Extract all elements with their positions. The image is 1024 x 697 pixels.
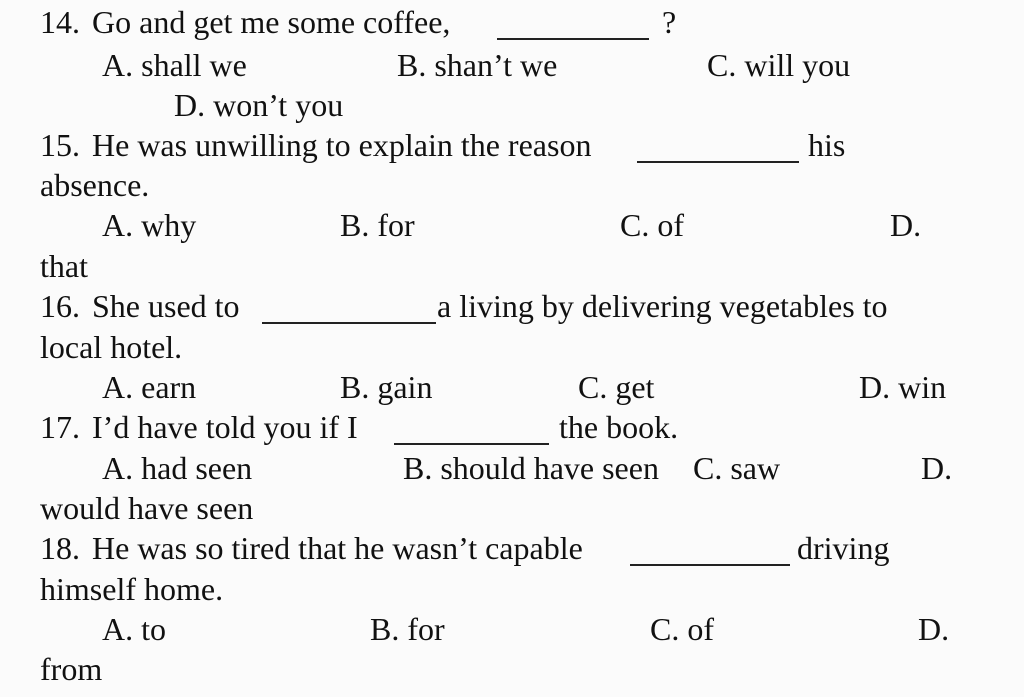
option-a: A. shall we [102,47,247,83]
question-stem-continued: local hotel. [40,329,183,365]
option-b: B. gain [340,369,433,405]
answer-blank [394,443,549,445]
answer-blank [497,38,649,40]
option-b: B. should have seen [403,450,659,486]
option-d-text: that [40,248,88,284]
option-a: A. to [102,611,166,647]
question-stem-end: a living by delivering vegetables to [437,288,888,324]
option-b: B. shan’t we [397,47,558,83]
question-stem: He was unwilling to explain the reason [92,127,592,163]
question-stem: I’d have told you if I [92,409,358,445]
question-stem-end: ? [662,4,677,40]
option-d-label: D. [890,207,922,243]
option-c: C. will you [707,47,851,83]
question-stem-end: the book. [559,409,679,445]
question-stem: He was so tired that he wasn’t capable [92,530,583,566]
option-a: A. why [102,207,197,243]
option-d-label: D. [918,611,950,647]
option-d: D. win [859,369,947,405]
answer-blank [637,161,799,163]
question-stem-continued: absence. [40,167,150,203]
question-stem: She used to [92,288,240,324]
option-d-text: from [40,651,103,687]
answer-blank [262,322,436,324]
option-c: C. saw [693,450,781,486]
question-stem-end: his [808,127,846,163]
question-stem-end: driving [797,530,890,566]
option-b: B. for [370,611,445,647]
question-stem: Go and get me some coffee, [92,4,451,40]
question-number: 16. [40,288,80,324]
option-d-text: would have seen [40,490,254,526]
option-b: B. for [340,207,415,243]
option-d-label: D. [921,450,953,486]
option-a: A. had seen [102,450,253,486]
question-stem-continued: himself home. [40,571,224,607]
option-d: D. won’t you [174,87,344,123]
question-number: 18. [40,530,80,566]
option-c: C. of [620,207,684,243]
question-number: 17. [40,409,80,445]
answer-blank [630,564,790,566]
question-number: 14. [40,4,80,40]
option-a: A. earn [102,369,197,405]
option-c: C. of [650,611,714,647]
question-number: 15. [40,127,80,163]
option-c: C. get [578,369,655,405]
